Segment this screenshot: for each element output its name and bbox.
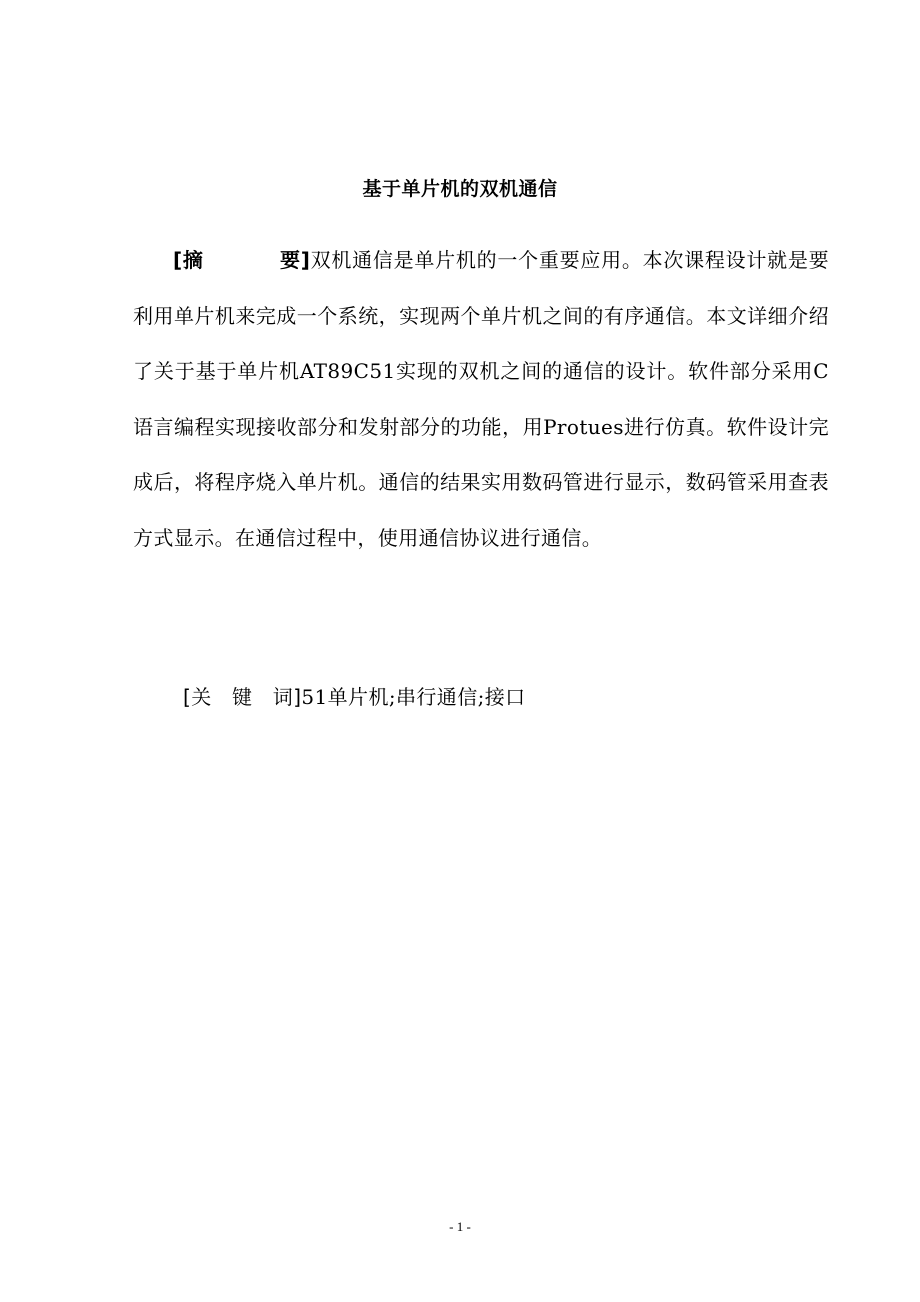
keywords-text: 51单片机;串行通信;接口 (301, 685, 526, 709)
abstract-text: 双机通信是单片机的一个重要应用。本次课程设计就是要利用单片机来完成一个系统，实现两个单片机之间的有序通信。本文详细介绍了关于基于单片机AT89C51实现的双机之间的通信的设计。软件部分采用C语言编程实现接收部分和发射部分的功能，用Protues进行仿真。软件设计完成后，将程序烧入单片机。通信的结果实用数码管进行显示，数码管采用查表方式显示。在通信过程中，使用通信协议进行通信。 (133, 248, 829, 550)
abstract-label-close: 要] (279, 248, 311, 272)
abstract-label-open: [摘 (173, 248, 204, 272)
abstract-paragraph (133, 233, 829, 566)
abstract-label (173, 248, 310, 272)
page-title: 基于单片机的双机通信 (362, 178, 558, 200)
keywords-line (183, 681, 526, 710)
keywords-label: [关 键 词] (183, 685, 302, 709)
page-number: - 1 - (449, 1219, 471, 1234)
